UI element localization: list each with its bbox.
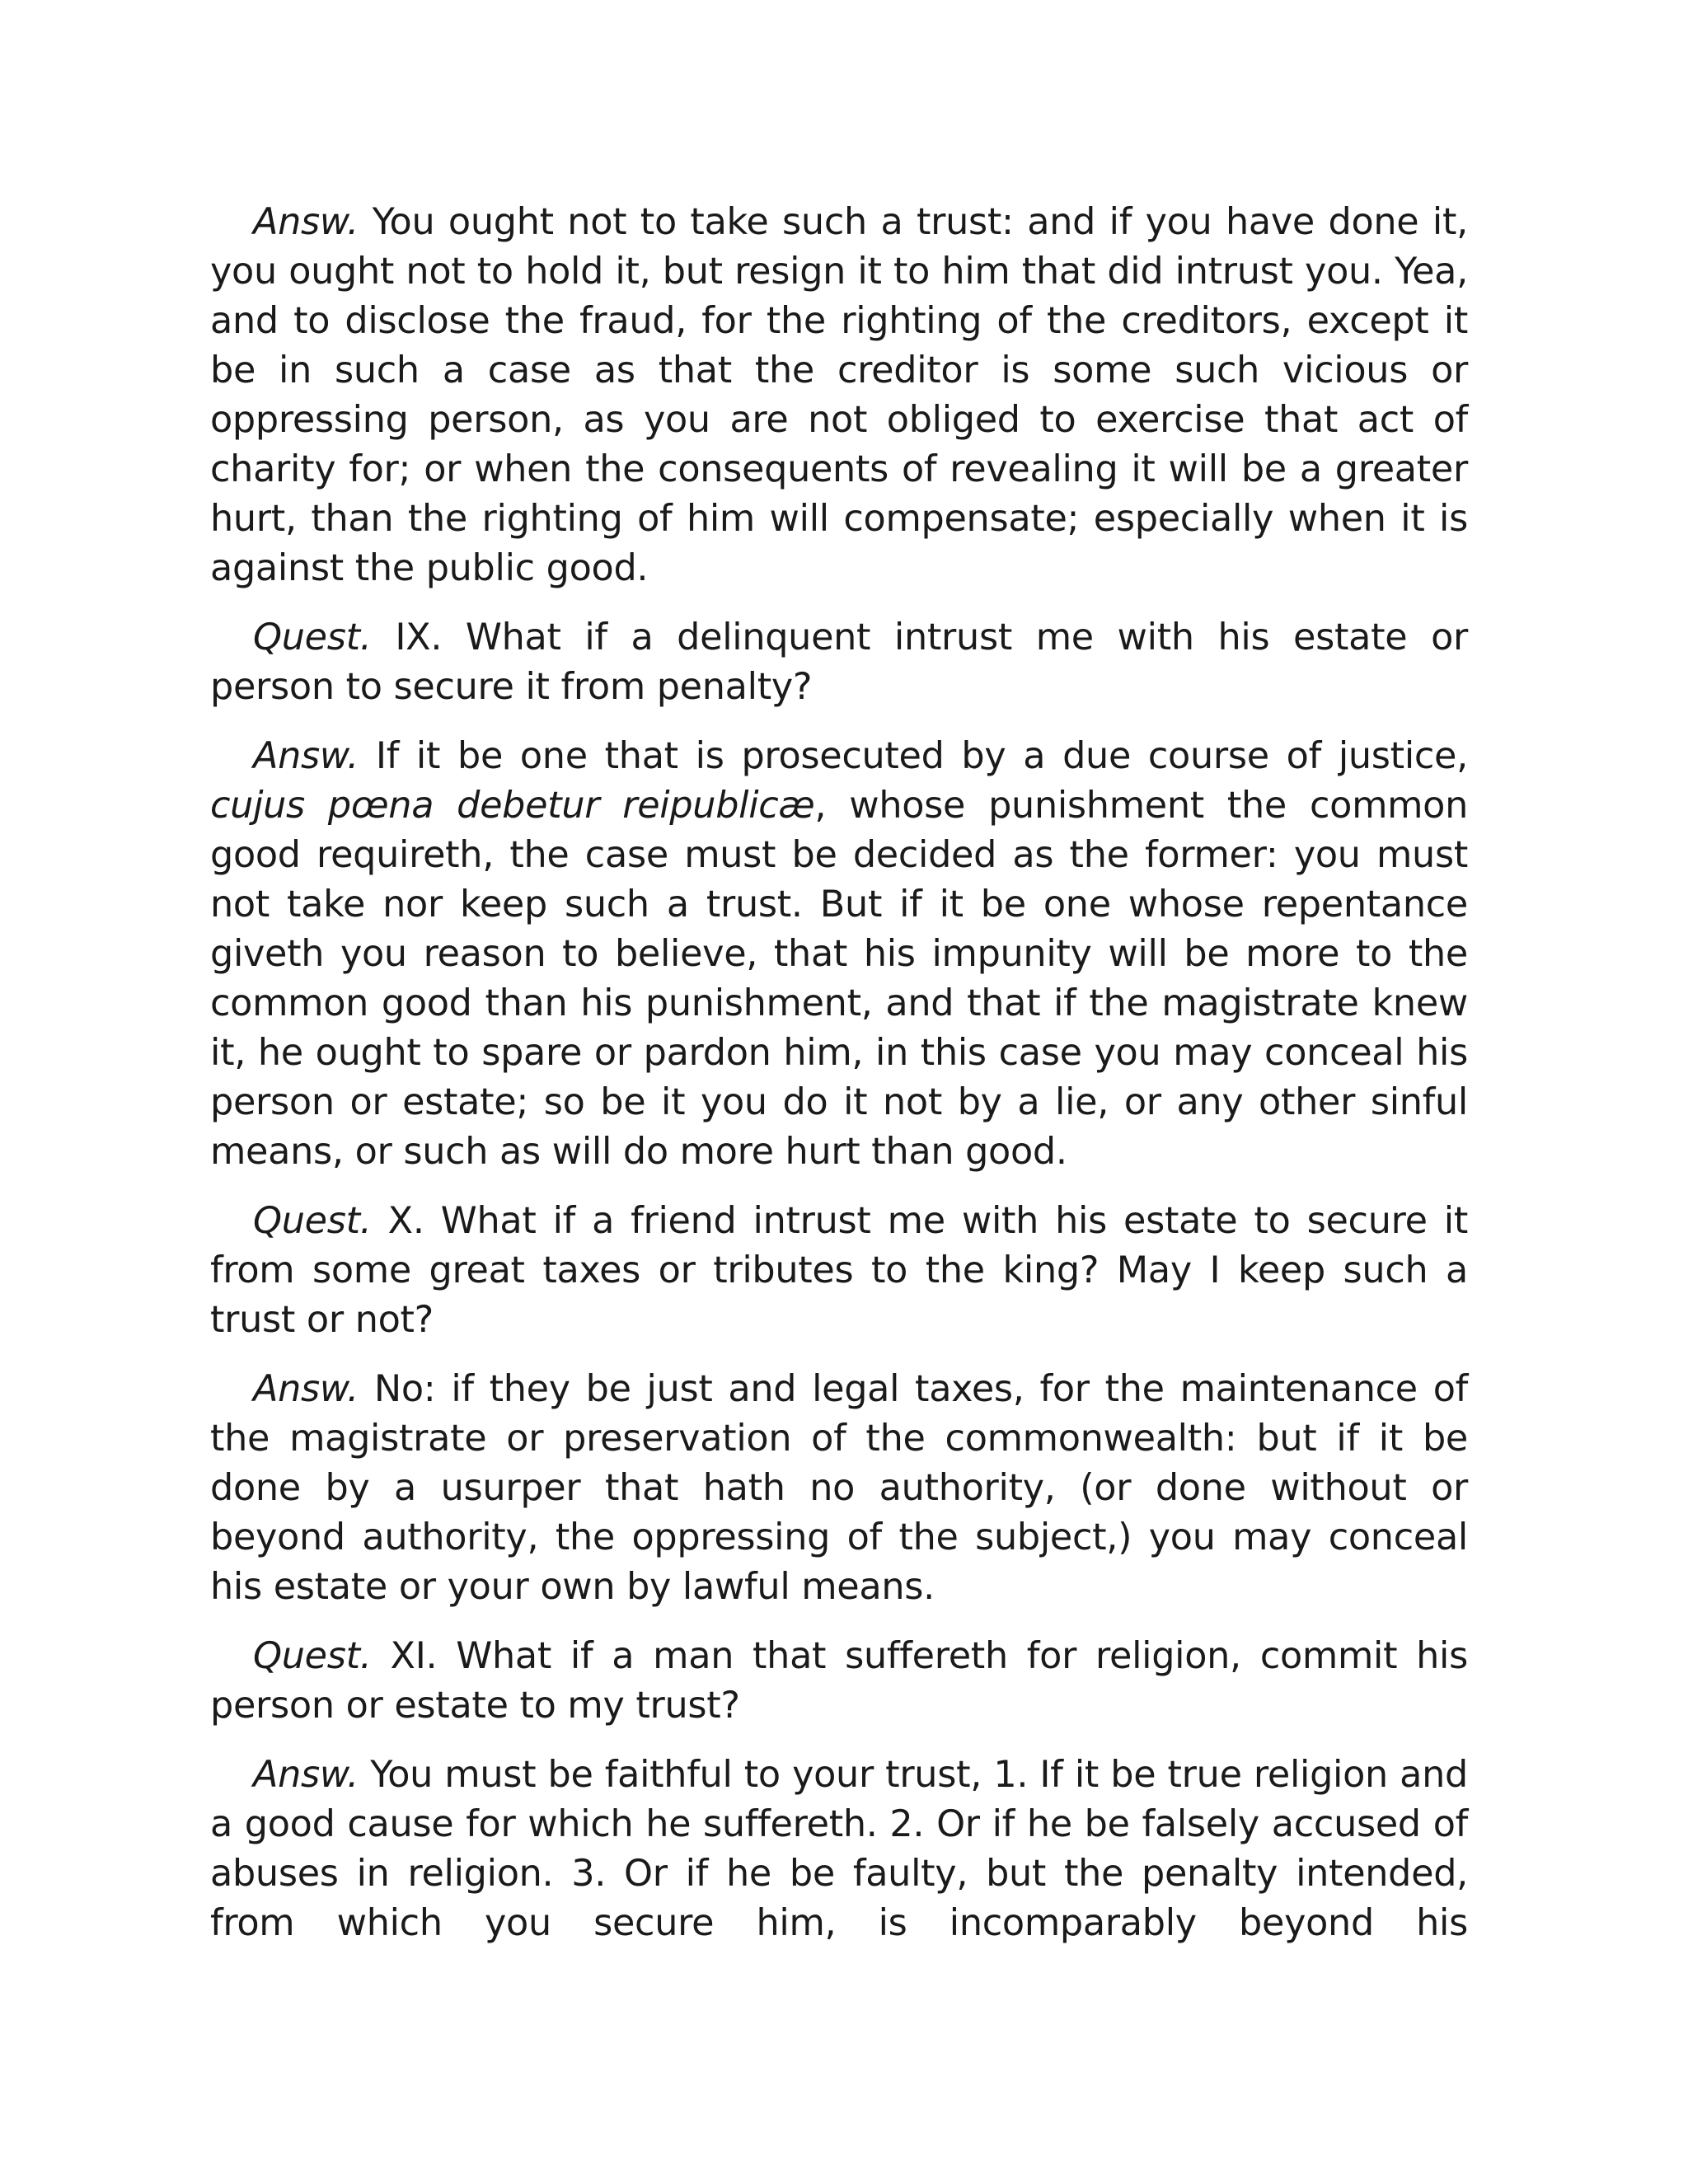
paragraph-text: No: if they be just and legal taxes, for the maintenance of the magistrate or preservation of the commonwealth: but if it be done by a usurper that hath no authority, (or done without or beyond authority, the oppressing of the subject,) you may conceal his estate or your own by lawful means. [210,1368,1468,1608]
question-paragraph [210,1632,1468,1731]
answer-paragraph [210,732,1468,1177]
paragraph-text: , whose punishment the common good requireth, the case must be decided as the former: you must not take nor keep such a trust. But if it be one whose repentance giveth you reason to believe, that his impunity will be more to the common good than his punishment, and that if the magistrate knew it, he ought to spare or pardon him, in this case you may conceal his person or estate; so be it you do it not by a lie, or any other sinful means, or such as will do more hurt than good. [210,785,1468,1173]
paragraph-text: X. What if a friend intrust me with his estate to secure it from some great taxes or tributes to the king? May I keep such a trust or not? [210,1200,1468,1341]
paragraph-lead: Quest. [253,1200,372,1242]
document-page [210,198,1468,1968]
answer-paragraph [210,1750,1468,1948]
answer-paragraph [210,1365,1468,1612]
paragraph-lead: Answ. [253,1368,359,1410]
paragraph-lead: Quest. [253,616,372,658]
paragraph-text: You ought not to take such a trust: and if you have done it, you ought not to hold it, but resign it to him that did intrust you. Yea, and to disclose the fraud, for the righting of the creditors, except it be in such a case as that the creditor is some such vicious or oppressing person, as you are not obliged to exercise that act of charity for; or when the consequents of revealing it will be a greater hurt, than the righting of him will compensate; especially when it is against the public good. [210,201,1468,589]
paragraph-lead: Answ. [253,735,359,777]
question-paragraph [210,613,1468,712]
paragraph-text: XI. What if a man that suffereth for religion, commit his person or estate to my trust? [210,1635,1468,1727]
latin-phrase: cujus pœna debetur reipublicæ [210,785,815,827]
answer-paragraph [210,198,1468,593]
paragraph-text: You must be faithful to your trust, 1. If it be true religion and a good cause for which he suffereth. 2. Or if he be falsely accused of abuses in religion. 3. Or if he be faulty, but the penalty intended, from which you secure him, is incomparably beyond his [210,1754,1468,1944]
paragraph-lead: Quest. [253,1635,372,1677]
paragraph-text: If it be one that is prosecuted by a due course of justice, [359,735,1468,777]
paragraph-text: IX. What if a delinquent intrust me with his estate or person to secure it from penalty? [210,616,1468,708]
paragraph-lead: Answ. [253,201,359,243]
question-paragraph [210,1197,1468,1345]
paragraph-lead: Answ. [253,1754,359,1796]
